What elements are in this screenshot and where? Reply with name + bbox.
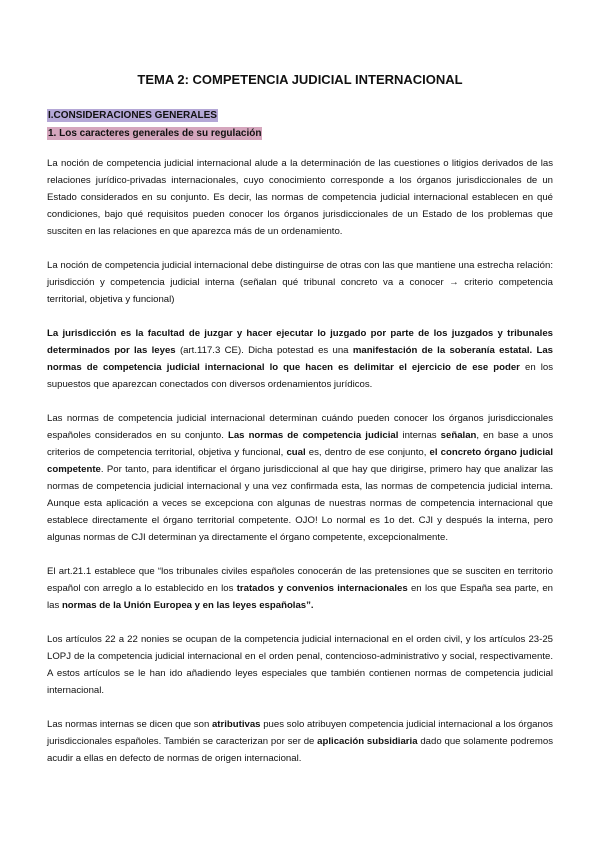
bold-text: el concreto órgano judicial competente xyxy=(47,447,553,475)
text-run: en los supuestos que aparezcan conectados con diversos ordenamientos jurídicos. xyxy=(47,362,553,390)
paragraph xyxy=(47,155,553,240)
text-run: Las normas de competencia judicial internacional determinan cuándo pueden conocer los órganos jurisdiccionales españoles considerados en su conjunto. xyxy=(47,413,553,441)
bold-text: señalan xyxy=(440,430,477,441)
text-run: Las normas internas se dicen que son xyxy=(47,719,212,730)
text-run: es, dentro de ese conjunto, xyxy=(305,447,430,458)
bold-text: aplicación subsidiaria xyxy=(317,736,418,747)
paragraph xyxy=(47,410,553,546)
text-run: pues solo atribuyen competencia judicial internacional a los órganos jurisdiccionales españoles. También se caracterizan por ser de xyxy=(47,719,553,747)
bold-text: manifestación de la soberanía estatal. Las normas de competencia judicial internacional lo que hacen es delimitar el ejercicio de ese poder xyxy=(47,345,554,373)
bold-text: normas de la Unión Europea y en las leyes españolas”. xyxy=(61,600,314,611)
paragraph xyxy=(47,257,553,308)
text-run: Los artículos 22 a 22 nonies se ocupan de la competencia judicial internacional en el orden civil, y los artículos 23-25 LOPJ de la competencia judicial internacional en el orden penal, contencioso-administrativo y social, respectivamente. A estos artículos se le han ido añadiendo leyes especiales que también contienen normas de competencia judicial internacional. xyxy=(47,634,553,696)
paragraph xyxy=(47,631,553,699)
text-run: . Por tanto, para identificar el órgano jurisdiccional al que hay que dirigirse, primero hay que analizar las normas de competencia judicial internacional y una vez confirmada esta, las normas de competencia judicial interna. Aunque esta aplicación a veces se excepciona con algunas de nuestras normas de competencia internacional que establece directamente el órgano territorial competente. OJO! Lo normal es 1o det. CJI y después la interna, pero algunas normas de CJI determinan ya directamente el órgano competente, excepcionalmente. xyxy=(47,464,553,543)
paragraph xyxy=(47,325,553,393)
text-run: La noción de competencia judicial internacional alude a la determinación de las cuestiones o litigios derivados de las relaciones jurídico-privadas internacionales, cuyo conocimiento corresponde a los órganos jurisdiccionales de un Estado considerados en su conjunto. Es decir, las normas de competencia judicial internacional establecen en qué condiciones, bajo qué requisitos pueden conocer los órganos jurisdiccionales de un Estado de los problemas que susciten en las relaciones en que aparezca más de un ordenamiento. xyxy=(47,158,553,237)
section-heading: I.CONSIDERACIONES GENERALES xyxy=(48,110,217,121)
text-run: , en base a unos criterios de competencia territorial, objetiva y funcional, xyxy=(47,430,553,458)
text-run: (art.117.3 CE). Dicha potestad es una xyxy=(175,345,353,356)
text-run: La noción de competencia judicial internacional debe distinguirse de otras con las que mantiene una estrecha relación: jurisdicción y competencia judicial interna (señalan qué tribunal concreto va a conocer → criterio competencia territorial, objetiva y funcional) xyxy=(47,260,553,305)
bold-text: La jurisdicción es la facultad de juzgar y hacer ejecutar lo juzgado por parte de los juzgados y tribunales determinados por las leyes xyxy=(47,328,553,356)
text-run: en los que España sea parte, en las xyxy=(47,583,553,611)
bold-text: Las normas de competencia judicial xyxy=(227,430,399,441)
text-run: internas xyxy=(398,430,441,441)
bold-text: tratados y convenios internacionales xyxy=(236,583,408,594)
paragraph xyxy=(47,716,553,767)
document-body xyxy=(47,155,553,784)
subsection-heading: 1. Los caracteres generales de su regulación xyxy=(48,128,262,139)
paragraph xyxy=(47,563,553,614)
text-run: dado que solamente podremos acudir a ellas en defecto de normas de origen internacional. xyxy=(47,736,554,764)
document-title: TEMA 2: COMPETENCIA JUDICIAL INTERNACIONAL xyxy=(137,72,463,87)
bold-text: atributivas xyxy=(211,719,261,730)
bold-text: cual xyxy=(286,447,306,458)
text-run: El art.21.1 establece que “los tribunales civiles españoles conocerán de las pretensiones que se susciten en territorio español con arreglo a lo establecido en los xyxy=(47,566,553,594)
